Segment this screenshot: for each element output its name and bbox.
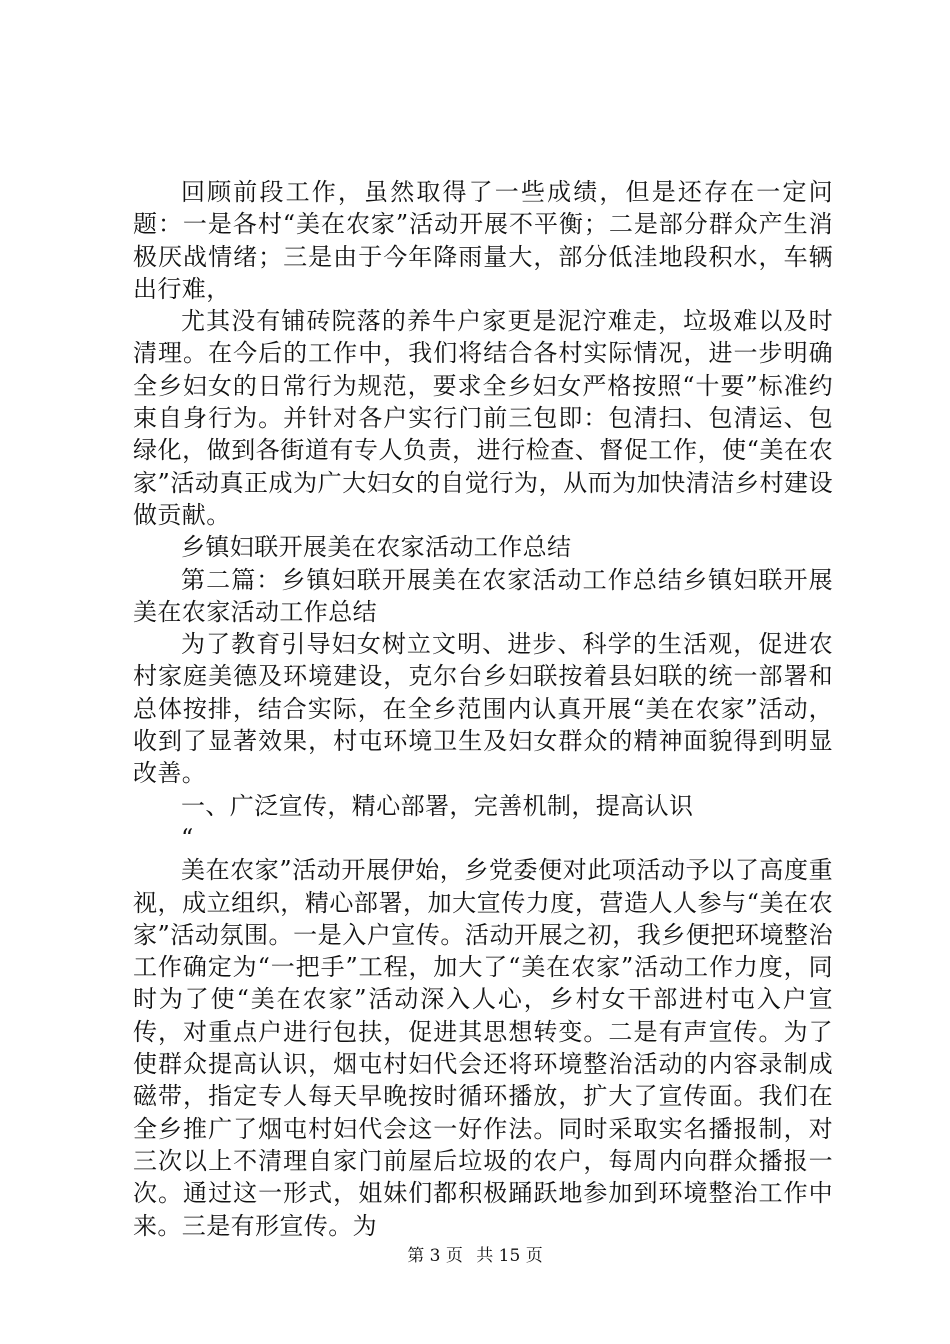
opening-quote-line: “ [181, 823, 194, 852]
paragraph: 为了教育引导妇女树立文明、进步、科学的生活观，促进农村家庭美德及环境建设，克尔台乡妇联按着县妇联的统一部署和总体按排，结合实际，在全乡范围内认真开展“美在农家”活动，收到了显著效果，村屯环境卫生及妇女群众的精神面貌得到明显改善。 [133, 630, 833, 788]
paragraph: 美在农家”活动开展伊始，乡党委便对此项活动予以了高度重视，成立组织，精心部署，加大宣传力度，营造人人参与“美在农家”活动氛围。一是入户宣传。活动开展之初，我乡便把环境整治工作确定为“一把手”工程，加大了“美在农家”活动工作力度，同时为了使“美在农家”活动深入人心，乡村女干部进村屯入户宣传，对重点户进行包扶，促进其思想转变。二是有声宣传。为了使群众提高认识，烟屯村妇代会还将环境整治活动的内容录制成磁带，指定专人每天早晚按时循环播放，扩大了宣传面。我们在全乡推广了烟屯村妇代会这一好作法。同时采取实名播报制，对三次以上不清理自家门前屋后垃圾的农户，每周内向群众播报一次。通过这一形式，姐妹们都积极踊跃地参加到环境整治工作中来。三是有形宣传。为 [133, 856, 833, 1240]
page-number: 第 3 页 [407, 1246, 463, 1266]
document-body [133, 176, 833, 1242]
page-footer [0, 1241, 950, 1266]
section-heading: 乡镇妇联开展美在农家活动工作总结 [181, 533, 572, 562]
page-total: 共 15 页 [476, 1246, 543, 1266]
chapter-title: 第二篇：乡镇妇联开展美在农家活动工作总结乡镇妇联开展美在农家活动工作总结 [133, 565, 833, 626]
section-heading: 一、广泛宣传，精心部署，完善机制，提高认识 [181, 791, 694, 820]
paragraph: 尤其没有铺砖院落的养牛户家更是泥泞难走，垃圾难以及时清理。在今后的工作中，我们将结合各村实际情况，进一步明确全乡妇女的日常行为规范，要求全乡妇女严格按照“十要”标准约束自身行为。并针对各户实行门前三包即：包清扫、包清运、包绿化，做到各街道有专人负责，进行检查、督促工作，使“美在农家”活动真正成为广大妇女的自觉行为，从而为加快清洁乡村建设做贡献。 [133, 307, 833, 529]
paragraph: 回顾前段工作，虽然取得了一些成绩，但是还存在一定问题：一是各村“美在农家”活动开展不平衡；二是部分群众产生消极厌战情绪；三是由于今年降雨量大，部分低洼地段积水，车辆出行难， [133, 178, 833, 303]
